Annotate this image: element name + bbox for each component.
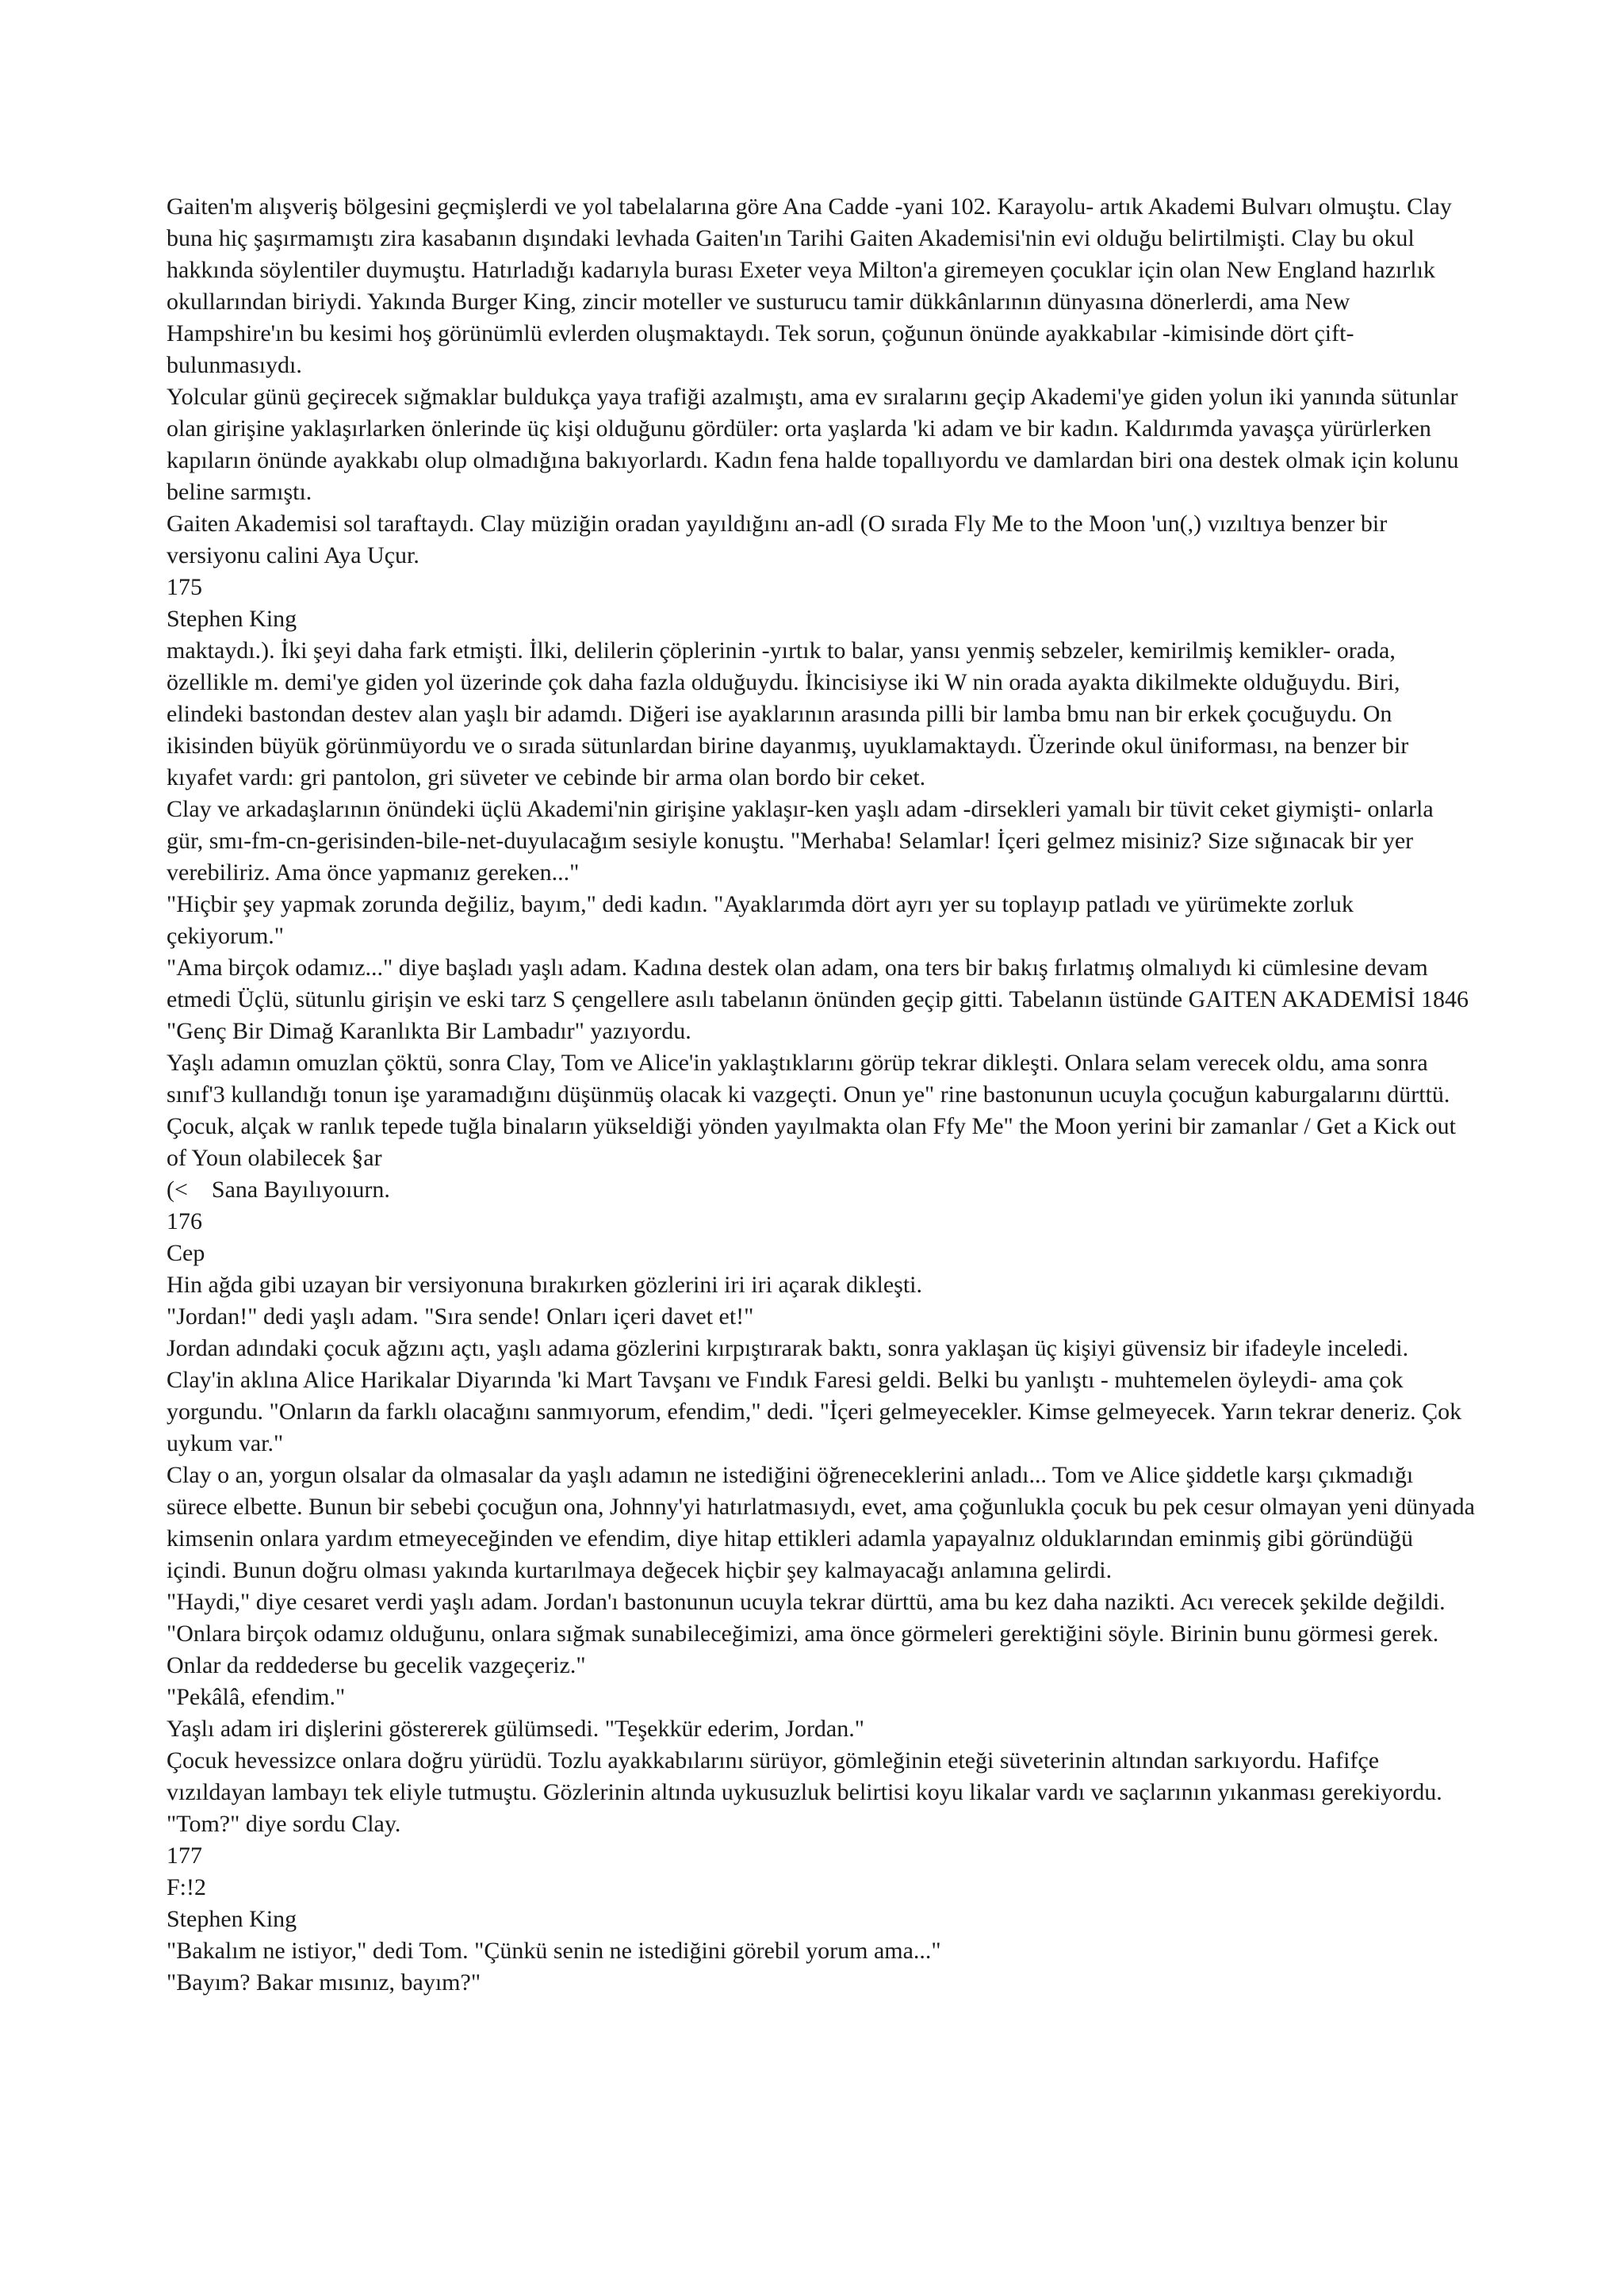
paragraph: Çocuk hevessizce onlara doğru yürüdü. Tozlu ayakkabılarını sürüyor, gömleğinin eteği süveterinin altından sarkıyordu. Hafifçe vızıldayan lambayı tek eliyle tutmuştu. Gözlerinin altında uykusuzluk belirtisi koyu likalar vardı ve saçlarının yıkanması gerekiyordu. xyxy=(167,1747,1442,1805)
paragraph: Gaiten Akademisi sol taraftaydı. Clay müziğin oradan yayıldığını an-adl (O sırada Fly Me to the Moon 'un(,) vızıltıya benzer bir versiyonu calini Aya Uçur. xyxy=(167,511,1388,568)
paragraph: "Pekâlâ, efendim." xyxy=(167,1684,346,1710)
paragraph: "Jordan!" dedi yaşlı adam. "Sıra sende! Onları içeri davet et!" xyxy=(167,1303,754,1330)
paragraph: (< Sana Bayılıyoıurn. xyxy=(167,1177,390,1203)
page-number: 175 xyxy=(167,574,202,600)
page-number: 176 xyxy=(167,1208,202,1234)
paragraph: "Bakalım ne istiyor," dedi Tom. "Çünkü senin ne istediğini görebil yorum ama..." xyxy=(167,1938,941,1964)
paragraph: Gaiten'm alışveriş bölgesini geçmişlerdi ve yol tabelalarına göre Ana Cadde -yani 102. Karayolu- artık Akademi Bulvarı olmuştu. Clay buna hiç şaşırmamıştı zira kasabanın dışındaki levhada Gaiten'ın Tarihi Gaiten Akademisi'nin evi olduğu belirtilmişti. Clay bu okul hakkında söylentiler duymuştu. Hatırladığı kadarıyla burası Exeter veya Milton'a giremeyen çocuklar için olan New England hazırlık okullarından biriydi. Yakında Burger King, zincir moteller ve susturucu tamir dükkânlarının dünyasına dönerlerdi, ama New Hampshire'ın bu kesimi hoş görünümlü evlerden oluşmaktaydı. Tek sorun, çoğunun önünde ayakkabılar -kimisinde dört çift- bulunmasıydı. xyxy=(167,193,1452,378)
paragraph: "Haydi," diye cesaret verdi yaşlı adam. Jordan'ı bastonunun ucuyla tekrar dürttü, ama bu kez daha nazikti. Acı verecek şekilde değildi. "Onlara birçok odamız olduğunu, onlara sığmak sunabileceğimizi, ama önce görmeleri gerektiğini söyle. Birinin bunu görmesi gerek. Onlar da reddederse bu gecelik vazgeçeriz." xyxy=(167,1589,1446,1678)
paragraph: "Bayım? Bakar mısınız, bayım?" xyxy=(167,1969,481,1996)
page-marker: F:!2 xyxy=(167,1874,207,1900)
paragraph: Clay ve arkadaşlarının önündeki üçlü Akademi'nin girişine yaklaşır-ken yaşlı adam -dirsekleri yamalı bir tüvit ceket giymişti- onlarla gür, smı-fm-cn-gerisinden-bile-net-duyulacağım sesiyle konuştu. "Merhaba! Selamlar! İçeri gelmez misiniz? Size sığınacak bir yer verebiliriz. Ama önce yapmanız gereken..." xyxy=(167,796,1434,886)
paragraph: Yolcular günü geçirecek sığmaklar buldukça yaya trafiği azalmıştı, ama ev sıralarını geçip Akademi'ye giden yolun iki yanında sütunlar olan girişine yaklaşırlarken önlerinde üç kişi olduğunu gördüler: orta yaşlarda 'ki adam ve bir kadın. Kaldırımda yavaşça yürürlerken kapıların önünde ayakkabı olup olmadığına bakıyorlardı. Kadın fena halde topallıyordu ve damlardan biri ona destek olmak için kolunu beline sarmıştı. xyxy=(167,384,1459,505)
paragraph: "Hiçbir şey yapmak zorunda değiliz, bayım," dedi kadın. "Ayaklarımda dört ayrı yer su toplayıp patladı ve yürümekte zorluk çekiyorum." xyxy=(167,891,1354,949)
paragraph: Hin ağda gibi uzayan bir versiyonuna bırakırken gözlerini iri iri açarak dikleşti. xyxy=(167,1272,923,1298)
paragraph: Yaşlı adam iri dişlerini göstererek gülümsedi. "Teşekkür ederim, Jordan." xyxy=(167,1716,864,1742)
paragraph: Yaşlı adamın omuzlan çöktü, sonra Clay, Tom ve Alice'in yaklaştıklarını görüp tekrar dikleşti. Onlara selam verecek oldu, ama sonra sınıf'3 kullandığı tonun işe yaramadığını düşünmüş olacak ki vazgeçti. Onun ye" rine bastonunun ucuyla çocuğun kaburgalarını dürttü. Çocuk, alçak w ranlık tepede tuğla binaların yükseldiği yönden yayılmakta olan Ffy Me" the Moon yerini bir zamanlar / Get a Kick out of Youn olabilecek §ar xyxy=(167,1050,1456,1171)
paragraph: Jordan adındaki çocuk ağzını açtı, yaşlı adama gözlerini kırpıştırarak baktı, sonra yaklaşan üç kişiyi güvensiz bir ifadeyle inceledi. Clay'in aklına Alice Harikalar Diyarında 'ki Mart Tavşanı ve Fındık Faresi geldi. Belki bu yanlıştı - muhtemelen öyleydi- ama çok yorgundu. "Onların da farklı olacağını sanmıyorum, efendim," dedi. "İçeri gelmeyecekler. Kimse gelmeyecek. Yarın tekrar deneriz. Çok uykum var." xyxy=(167,1335,1462,1456)
running-header: Stephen King xyxy=(167,1906,297,1932)
running-header: Stephen King xyxy=(167,606,297,632)
paragraph: Clay o an, yorgun olsalar da olmasalar da yaşlı adamın ne istediğini öğreneceklerini anladı... Tom ve Alice şiddetle karşı çıkmadığı sürece elbette. Bunun bir sebebi çocuğun ona, Johnny'yi hatırlatmasıydı, evet, ama çoğunlukla çocuk bu pek cesur olmayan yeni dünyada kimsenin onlara yardım etmeyeceğinden ve efendim, diye hitap ettikleri adamla yapayalnız olduklarından eminmiş gibi göründüğü içindi. Bunun doğru olması yakında kurtarılmaya değecek hiçbir şey kalmayacağı anlamına gelirdi. xyxy=(167,1462,1475,1583)
paragraph: maktaydı.). İki şeyi daha fark etmişti. İlki, delilerin çöplerinin -yırtık to balar, yansı yenmiş sebzeler, kemirilmiş kemikler- orada, özellikle m. demi'ye giden yol üzerinde çok daha fazla olduğuydu. İkincisiyse iki W nin orada ayakta dikilmekte olduğuydu. Biri, elindeki bastondan destev alan yaşlı bir adamdı. Diğeri ise ayaklarının arasında pilli bir lamba bmu nan bir erkek çocuğuydu. On ikisinden büyük görünmüyordu ve o sırada sütunlardan birine dayanmış, uyuklamaktaydı. Üzerinde okul üniforması, na benzer bir kıyafet vardı: gri pantolon, gri süveter ve cebinde bir arma olan bordo bir ceket. xyxy=(167,637,1409,790)
running-header: Cep xyxy=(167,1240,205,1266)
document-page xyxy=(167,191,1475,1999)
paragraph: "Tom?" diye sordu Clay. xyxy=(167,1811,401,1837)
paragraph: "Ama birçok odamız..." diye başladı yaşlı adam. Kadına destek olan adam, ona ters bir bakış fırlatmış olmalıydı ki cümlesine devam etmedi Üçlü, sütunlu girişin ve eski tarz S çengellere asılı tabelanın önünden geçip gitti. Tabelanın üstünde GAITEN AKADEMİSİ 1846 "Genç Bir Dimağ Karanlıkta Bir Lambadır" yazıyordu. xyxy=(167,955,1469,1044)
page-number: 177 xyxy=(167,1843,202,1869)
